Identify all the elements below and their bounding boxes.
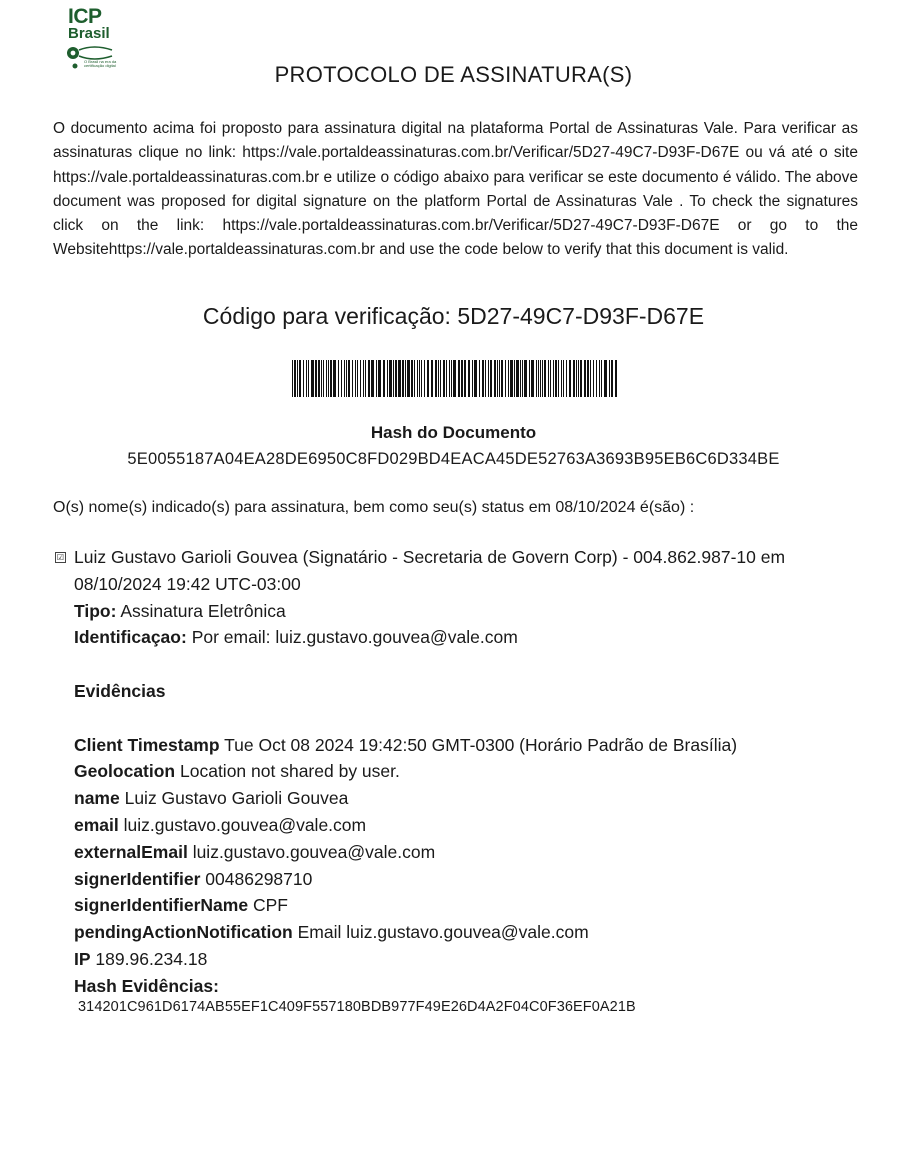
- barcode-bar: [393, 360, 394, 397]
- barcode-bar: [453, 360, 456, 397]
- barcode-bar: [566, 360, 567, 397]
- barcode-bar: [609, 360, 610, 397]
- barcode-bar: [611, 360, 613, 397]
- barcode-bar: [414, 360, 415, 397]
- barcode-bar: [563, 360, 564, 397]
- barcode-bar: [474, 360, 477, 397]
- barcode-bar: [505, 360, 506, 397]
- page-title: PROTOCOLO DE ASSINATURA(S): [274, 62, 633, 87]
- barcode-bar: [365, 360, 366, 397]
- barcode-bar: [522, 360, 523, 397]
- evidence-label: signerIdentifier: [74, 868, 201, 889]
- evidence-list: [74, 732, 834, 973]
- barcode-bar: [346, 360, 347, 397]
- document-hash-value: 5E0055187A04EA28DE6950C8FD029BD4EACA45DE52763A3693B95EB6C6D334BE: [127, 450, 780, 468]
- intro-text-pt: O documento acima foi proposto para assinatura digital na plataforma Portal de Assinaturas Vale. Para verificar as assinaturas clique no link: https://vale.portaldeassinaturas.com.br/Verificar/5D27-49C7-D93F-D67E ou vá até o site https://vale.portaldeassinaturas.com.br e utilize o código abaixo para verificar se este documento é válido.: [53, 120, 858, 186]
- barcode-bar: [531, 360, 534, 397]
- barcode-bar: [398, 360, 401, 397]
- barcode-bar: [299, 360, 301, 397]
- evidence-value: 189.96.234.18: [95, 948, 208, 969]
- barcode-bar: [458, 360, 460, 397]
- evidence-label: name: [74, 788, 120, 809]
- ident-value: Por email: luiz.gustavo.gouvea@vale.com: [191, 627, 518, 648]
- barcode-bar: [615, 360, 617, 397]
- evidence-value: 00486298710: [205, 868, 313, 889]
- barcode-bar: [488, 360, 489, 397]
- barcode-bar: [303, 360, 304, 397]
- barcode-bar: [383, 360, 385, 397]
- barcode-bar: [468, 360, 470, 397]
- barcode-bar: [520, 360, 521, 397]
- barcode-bar: [501, 360, 503, 397]
- evidence-row: [74, 946, 834, 973]
- document-hash-label: Hash do Documento: [370, 423, 537, 442]
- barcode-bar: [542, 360, 543, 397]
- barcode-bar: [357, 360, 358, 397]
- barcode-bar: [411, 360, 413, 397]
- barcode-bar: [443, 360, 445, 397]
- verification-code-label: Código para verificação:: [202, 303, 451, 329]
- barcode-bar: [561, 360, 562, 397]
- evidence-label: Geolocation: [74, 761, 176, 782]
- evidence-value: luiz.gustavo.gouvea@vale.com: [192, 841, 436, 862]
- barcode-bar: [378, 360, 381, 397]
- barcode-bar: [355, 360, 356, 397]
- evidence-row: [74, 919, 834, 946]
- evidence-row: [74, 785, 834, 812]
- barcode-bar: [499, 360, 500, 397]
- barcode-bar: [548, 360, 549, 397]
- barcode-bar: [421, 360, 422, 397]
- barcode-bar: [438, 360, 439, 397]
- barcode-bar: [604, 360, 607, 397]
- barcode-bar: [479, 360, 480, 397]
- status-intro: O(s) nome(s) indicado(s) para assinatura, bem como seu(s) status em 08/10/2024 é(são) :: [53, 499, 695, 516]
- barcode-bar: [573, 360, 575, 397]
- barcode-bar: [371, 360, 374, 397]
- signer-block: [74, 544, 834, 1000]
- barcode-bar: [464, 360, 466, 397]
- barcode-bar: [536, 360, 537, 397]
- evidence-value: Luiz Gustavo Garioli Gouvea: [124, 788, 349, 809]
- barcode-bar: [368, 360, 370, 397]
- barcode-bar: [540, 360, 541, 397]
- evidence-value: Email luiz.gustavo.gouvea@vale.com: [297, 922, 589, 943]
- barcode: [292, 360, 618, 397]
- barcode-bar: [485, 360, 486, 397]
- barcode-bar: [402, 360, 404, 397]
- evidence-label: email: [74, 814, 119, 835]
- barcode-bar: [440, 360, 441, 397]
- evidence-label: externalEmail: [74, 841, 188, 862]
- hash-evidencias-label: Hash Evidências:: [74, 975, 219, 996]
- barcode-bar: [529, 360, 530, 397]
- barcode-bar: [593, 360, 594, 397]
- evidence-label: IP: [74, 948, 91, 969]
- barcode-bar: [405, 360, 406, 397]
- barcode-bar: [344, 360, 345, 397]
- barcode-bar: [407, 360, 410, 397]
- barcode-bar: [341, 360, 342, 397]
- barcode-bar: [338, 360, 339, 397]
- barcode-bar: [508, 360, 509, 397]
- barcode-bar: [451, 360, 452, 397]
- barcode-bar: [558, 360, 559, 397]
- verification-code: [0, 303, 907, 330]
- barcode-bar: [601, 360, 602, 397]
- barcode-bar: [516, 360, 519, 397]
- barcode-bar: [435, 360, 437, 397]
- barcode-bar: [584, 360, 586, 397]
- evidence-row: [74, 732, 834, 759]
- checkbox-checked-icon: ☑: [56, 553, 65, 562]
- barcode-bar: [321, 360, 322, 397]
- evidence-row: [74, 812, 834, 839]
- tipo-label: Tipo:: [74, 600, 117, 621]
- barcode-bar: [590, 360, 591, 397]
- barcode-bar: [328, 360, 329, 397]
- barcode-bar: [431, 360, 433, 397]
- barcode-bar: [419, 360, 420, 397]
- barcode-bar: [376, 360, 377, 397]
- barcode-bar: [352, 360, 353, 397]
- barcode-bar: [494, 360, 496, 397]
- barcode-bar: [510, 360, 513, 397]
- evidence-row: [74, 892, 834, 919]
- signer-name-line: Luiz Gustavo Garioli Gouvea (Signatário - Secretaria de Govern Corp) - 004.862.987-10 em 08/10/2024 19:42 UTC-03:00: [74, 547, 786, 594]
- barcode-bar: [326, 360, 327, 397]
- barcode-bar: [330, 360, 332, 397]
- barcode-bar: [348, 360, 350, 397]
- barcode-bar: [311, 360, 314, 397]
- barcode-bar: [524, 360, 527, 397]
- signer-tipo: [74, 598, 834, 625]
- barcode-bar: [297, 360, 298, 397]
- barcode-bar: [306, 360, 307, 397]
- barcode-bar: [389, 360, 392, 397]
- intro-paragraph: [53, 117, 858, 263]
- evidence-value: CPF: [252, 895, 288, 916]
- tipo-value: Assinatura Eletrônica: [120, 600, 286, 621]
- barcode-bar: [363, 360, 364, 397]
- evidencias-heading: Evidências: [74, 680, 166, 701]
- barcode-bar: [417, 360, 418, 397]
- barcode-bar: [587, 360, 589, 397]
- barcode-bar: [599, 360, 600, 397]
- barcode-bar: [424, 360, 425, 397]
- evidence-row: [74, 758, 834, 785]
- barcode-bar: [294, 360, 296, 397]
- barcode-bar: [538, 360, 539, 397]
- barcode-bar: [576, 360, 577, 397]
- barcode-bar: [387, 360, 388, 397]
- barcode-bar: [578, 360, 579, 397]
- logo-text-brasil: Brasil: [68, 25, 110, 42]
- evidence-row: [74, 839, 834, 866]
- logo-text-icp: ICP: [68, 5, 102, 28]
- barcode-bar: [497, 360, 498, 397]
- signer-identification: [74, 624, 834, 651]
- evidence-label: pendingActionNotification: [74, 922, 293, 943]
- evidence-value: luiz.gustavo.gouvea@vale.com: [123, 814, 367, 835]
- ident-label: Identificaçao:: [74, 627, 187, 648]
- barcode-bar: [323, 360, 324, 397]
- barcode-bar: [580, 360, 582, 397]
- evidence-value: Location not shared by user.: [180, 761, 400, 782]
- barcode-bar: [461, 360, 463, 397]
- barcode-bar: [544, 360, 546, 397]
- barcode-bar: [550, 360, 551, 397]
- intro-text-en: The above document was proposed for digital signature on the platform Portal de Assinaturas Vale . To check the signatures click on the link: https://vale.portaldeassinaturas.com.br/Verificar/5D27-49C7-D93F-D67E or go to the Websitehttps://vale.portaldeassinaturas.com.br and use the code below to verify that this document is valid.: [53, 168, 859, 259]
- barcode-bar: [318, 360, 320, 397]
- barcode-bar: [514, 360, 515, 397]
- barcode-bar: [596, 360, 597, 397]
- evidence-value: Tue Oct 08 2024 19:42:50 GMT-0300 (Horário Padrão de Brasília): [224, 734, 738, 755]
- evidence-row: [74, 866, 834, 893]
- barcode-bar: [472, 360, 473, 397]
- barcode-bar: [427, 360, 429, 397]
- evidence-label: signerIdentifierName: [74, 895, 249, 916]
- evidence-label: Client Timestamp: [74, 734, 220, 755]
- barcode-bar: [569, 360, 571, 397]
- logo-tagline: O Brasil na era da certificação digital: [84, 59, 117, 68]
- barcode-bar: [308, 360, 309, 397]
- barcode-bar: [449, 360, 450, 397]
- barcode-bar: [553, 360, 554, 397]
- barcode-bar: [490, 360, 492, 397]
- barcode-bar: [315, 360, 317, 397]
- barcode-bar: [555, 360, 557, 397]
- barcode-bar: [395, 360, 397, 397]
- barcode-bar: [360, 360, 361, 397]
- verification-code-value: 5D27-49C7-D93F-D67E: [457, 303, 705, 329]
- barcode-bar: [446, 360, 447, 397]
- barcode-bar: [482, 360, 484, 397]
- barcode-bar: [292, 360, 293, 397]
- barcode-bar: [333, 360, 336, 397]
- hash-evidencias-value: 314201C961D6174AB55EF1C409F557180BDB977F49E26D4A2F04C0F36EF0A21B: [78, 999, 636, 1015]
